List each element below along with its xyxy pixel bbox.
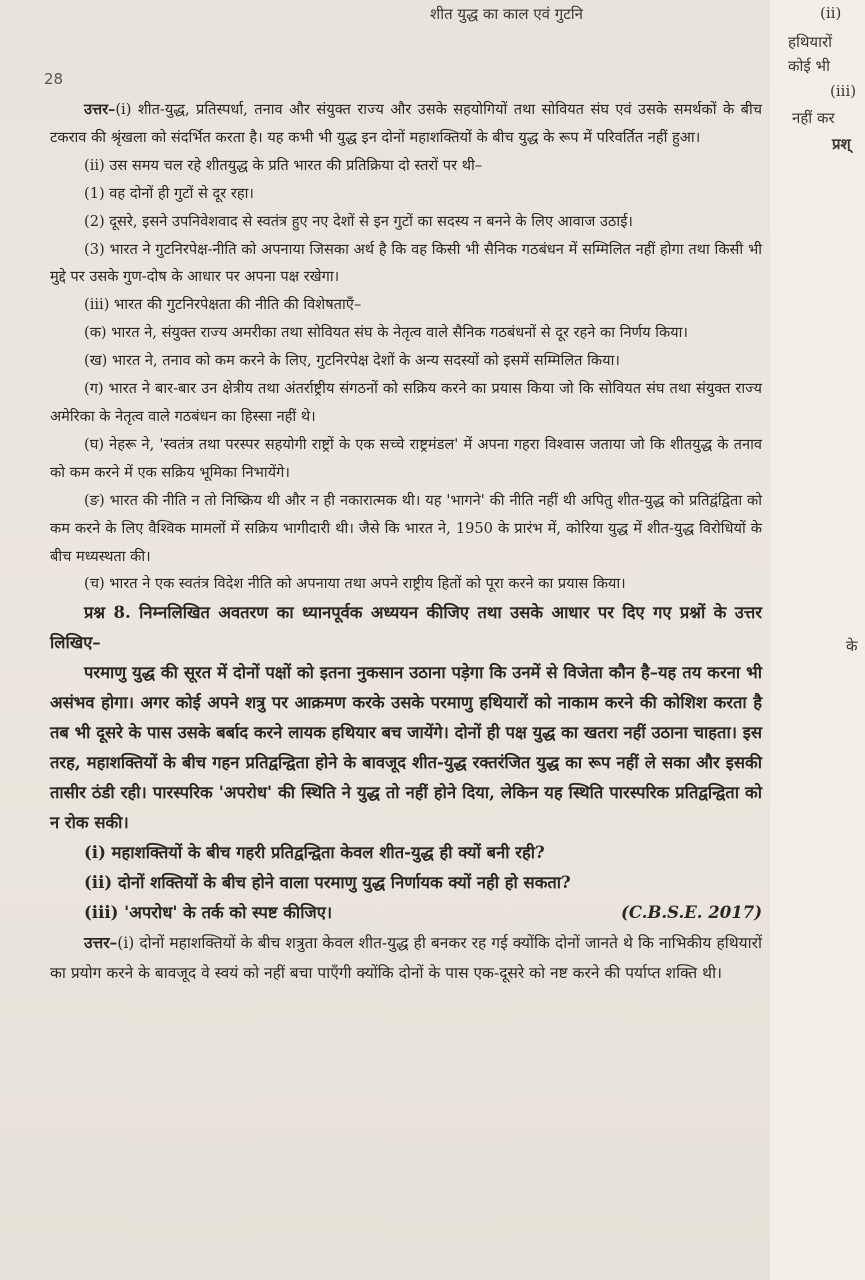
answer-label: उत्तर– bbox=[84, 101, 116, 118]
page-body bbox=[50, 96, 762, 988]
answer-2-paragraph: उत्तर–(i) दोनों महाशक्तियों के बीच शत्रुता केवल शीत-युद्ध ही बनकर रह गई क्योंकि दोनों जानते थे कि नाभिकीय हथियारों का प्रयोग करने के बावजूद वे स्वयं को नहीं बचा पाएँगी क्योंकि दोनों के पास एक-दूसरे को नष्ट करने की पर्याप्त शक्ति थी। bbox=[50, 933, 762, 983]
answer-paragraph-11: (ङ) भारत की नीति न तो निष्क्रिय थी और न ही नकारात्मक थी। यह 'भागने' की नीति नहीं थी अपितु शीत-युद्ध को प्रतिद्वंद्विता को कम करने के लिए वैश्विक मामलों में सक्रिय भागीदारी थी। जैसे कि भारत ने, 1950 के प्रारंभ में, कोरिया युद्ध में शीत-युद्ध विरोधियों के बीच मध्यस्थता की। bbox=[50, 491, 762, 565]
answer-paragraph-5: (3) भारत ने गुटनिरपेक्ष-नीति को अपनाया जिसका अर्थ है कि वह किसी भी सैनिक गठबंधन में सम्मिलित नहीं होगा तथा किसी भी मुद्दे पर उसके गुण-दोष के आधार पर अपना पक्ष रखेगा। bbox=[50, 240, 762, 286]
answer-2-label: उत्तर– bbox=[84, 933, 118, 953]
sub-question-2: (ii) दोनों शक्तियों के बीच होने वाला परमाणु युद्ध निर्णायक क्यों नही हो सकता? bbox=[84, 873, 571, 893]
answer-paragraph-4: (2) दूसरे, इसने उपनिवेशवाद से स्वतंत्र हुए नए देशों से इन गुटों का सदस्य न बनने के लिए आवाज उठाई। bbox=[84, 212, 633, 230]
answer-paragraph-2: (ii) उस समय चल रहे शीतयुद्ध के प्रति भारत की प्रतिक्रिया दो स्तरों पर थी– bbox=[84, 156, 483, 174]
answer-paragraph-8: (ख) भारत ने, तनाव को कम करने के लिए, गुटनिरपेक्ष देशों के अन्य सदस्यों को इसमें सम्मिलित किया। bbox=[84, 352, 620, 370]
exam-source: (C.B.S.E. 2017) bbox=[621, 903, 762, 923]
side-line-3: कोई भी bbox=[788, 57, 830, 75]
sub-question-1: (i) महाशक्तियों के बीच गहरी प्रतिद्वन्द्विता केवल शीत-युद्ध ही क्यों बनी रही? bbox=[84, 843, 545, 863]
adjacent-page-edge bbox=[770, 0, 865, 1280]
answer-paragraph-1: उत्तर–(i) शीत-युद्ध, प्रतिस्पर्धा, तनाव और संयुक्त राज्य और उसके सहयोगियों तथा सोवियत संघ एवं उसके समर्थकों के बीच टकराव की श्रृंखला को संदर्भित करता है। यह कभी भी युद्ध इन दोनों महाशक्तियों के बीच युद्ध के रूप में परिवर्तित नहीं हुआ। bbox=[50, 101, 762, 146]
side-line-4: (iii) bbox=[830, 82, 857, 100]
side-line-6: प्रश् bbox=[832, 135, 851, 153]
sub-question-3: (iii) 'अपरोध' के तर्क को स्पष्ट कीजिए। bbox=[84, 903, 333, 923]
side-line-5: नहीं कर bbox=[792, 109, 835, 127]
answer-paragraph-6: (iii) भारत की गुटनिरपेक्षता की नीति की विशेषताएँ– bbox=[84, 296, 362, 314]
answer-paragraph-3: (1) वह दोनों ही गुटों से दूर रहा। bbox=[84, 184, 254, 202]
sub-question-3-row bbox=[50, 898, 762, 928]
answer-paragraph-7: (क) भारत ने, संयुक्त राज्य अमरीका तथा सोवियत संघ के नेतृत्व वाले सैनिक गठबंधनों से दूर रहने का निर्णय किया। bbox=[84, 324, 688, 342]
running-head: शीत युद्ध का काल एवं गुटनि bbox=[430, 5, 583, 23]
answer-paragraph-12: (च) भारत ने एक स्वतंत्र विदेश नीति को अपनाया तथा अपने राष्ट्रीय हितों को पूरा करने का प्रयास किया। bbox=[84, 575, 626, 593]
side-line-7: के bbox=[846, 637, 858, 655]
question-passage: परमाणु युद्ध की सूरत में दोनों पक्षों को इतना नुकसान उठाना पड़ेगा कि उनमें से विजेता कौन है–यह तय करना भी असंभव होगा। अगर कोई अपने शत्रु पर आक्रमण करके उसके परमाणु हथियारों को नाकाम करने की कोशिश करता है तब भी दूसरे के पास उसके बर्बाद करने लायक हथियार बच जायेंगे। दोनों ही पक्ष युद्ध का खतरा नहीं उठाना चाहता। इस तरह, महाशक्तियों के बीच गहन प्रतिद्वन्द्विता होने के बावजूद शीत-युद्ध रक्तरंजित युद्ध का रूप नहीं ले सका और इसकी तासीर ठंडी रही। पारस्परिक 'अपरोध' की स्थिति ने युद्ध तो नहीं होने दिया, लेकिन यह स्थिति पारस्परिक प्रतिद्वन्द्विता को न रोक सकी। bbox=[50, 663, 762, 833]
side-line-1: (ii) bbox=[820, 4, 842, 22]
side-line-2: हथियारों bbox=[788, 33, 833, 51]
question-8-heading: प्रश्न 8. निम्नलिखित अवतरण का ध्यानपूर्वक अध्ययन कीजिए तथा उसके आधार पर दिए गए प्रश्नों के उत्तर लिखिए– bbox=[50, 603, 762, 653]
page-number: 28 bbox=[44, 70, 64, 88]
answer-paragraph-9: (ग) भारत ने बार-बार उन क्षेत्रीय तथा अंतर्राष्ट्रीय संगठनों को सक्रिय करने का प्रयास किया जो कि सोवियत संघ तथा संयुक्त राज्य अमेरिका के नेतृत्व वाले गठबंधन का हिस्सा नहीं थे। bbox=[50, 380, 762, 425]
answer-paragraph-10: (घ) नेहरू ने, 'स्वतंत्र तथा परस्पर सहयोगी राष्ट्रों के एक सच्चे राष्ट्रमंडल' में अपना गहरा विश्वास जताया जो कि शीतयुद्ध के तनाव को कम करने में एक सक्रिय भूमिका निभायेंगे। bbox=[50, 435, 762, 481]
